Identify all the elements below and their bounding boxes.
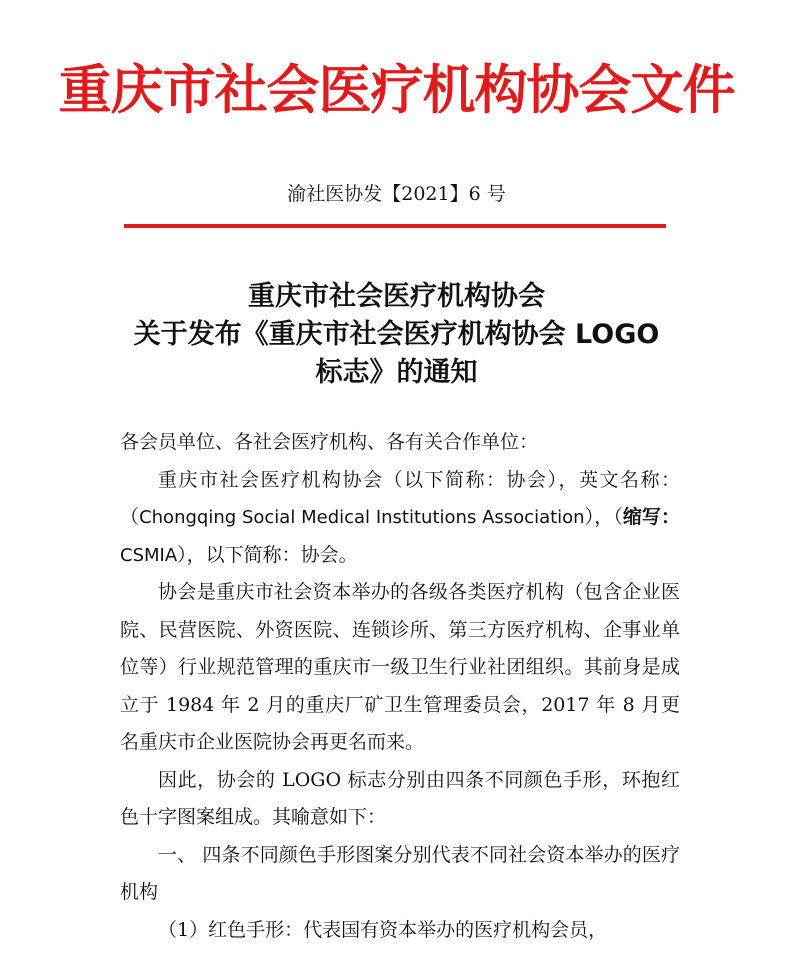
notice-title-line-2: 关于发布《重庆市社会医疗机构协会 LOGO — [133, 319, 660, 350]
abbreviation-label: 缩写： — [622, 506, 680, 528]
notice-title-line-3: 标志》的通知 — [315, 357, 478, 388]
para1-text-b: ），（ — [584, 506, 623, 528]
paragraph-logo-composition: 因此，协会的 LOGO 标志分别由四条不同颜色手形，环抱红色十字图案组成。其喻意如下： — [120, 768, 680, 828]
red-divider-rule — [124, 224, 666, 228]
para1-text-c: ），以下简称：协会。 — [177, 543, 358, 566]
document-number: 渝社医协发【2021】6 号 — [287, 183, 506, 205]
abbreviation: CSMIA — [120, 544, 178, 566]
english-name: Chongqing Social Medical Institutions Association — [139, 507, 585, 528]
salutation: 各会员单位、各社会医疗机构、各有关合作单位： — [120, 431, 539, 453]
section-heading-1: 一、 四条不同颜色手形图案分别代表不同社会资本举办的医疗机构 — [120, 843, 680, 903]
list-item-red-hand: （1）红色手形：代表国有资本举办的医疗机构会员， — [158, 918, 608, 941]
masthead-title: 重庆市社会医疗机构协会文件 — [58, 60, 735, 121]
notice-title-line-1: 重庆市社会医疗机构协会 — [248, 281, 545, 312]
paragraph-association-background: 协会是重庆市社会资本举办的各级各类医疗机构（包含企业医院、民营医院、外资医院、连锁诊所、第三方医疗机构、企事业单位等）行业规范管理的重庆市一级卫生行业社团组织。其前身是成立于 1984 年 2 月的重庆厂矿卫生管理委员会，2017 年 8 月更名重庆市企业医院协会再更名而来。 — [120, 581, 680, 753]
para1-text-a: 重庆市社会医疗机构协会（以下简称：协会），英文名称：（ — [120, 468, 680, 528]
notice-body — [120, 424, 680, 949]
paragraph-association-name — [120, 462, 680, 575]
